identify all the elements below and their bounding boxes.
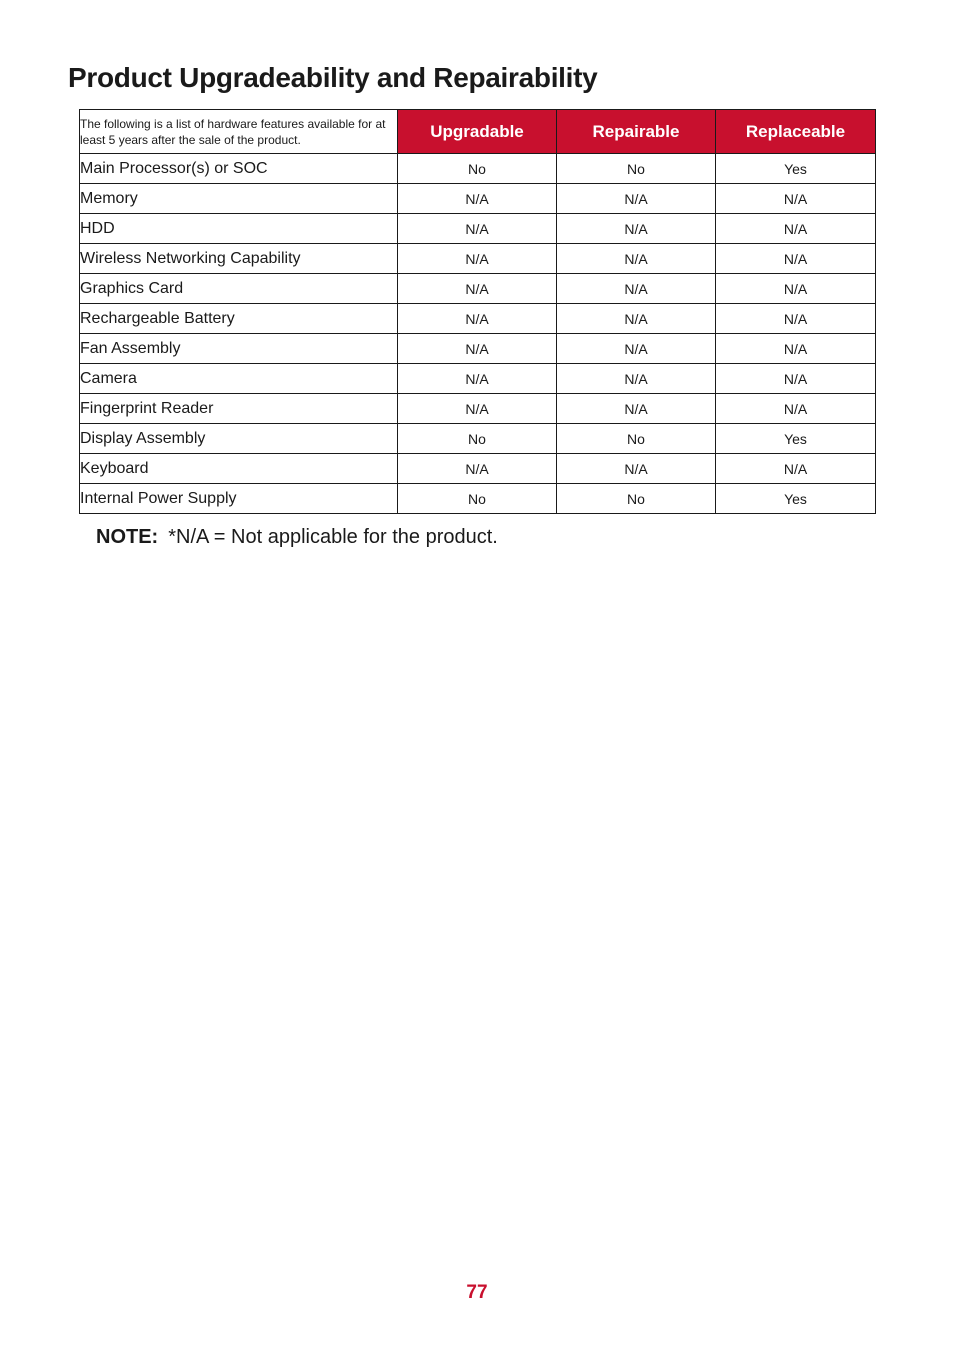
table-row	[80, 184, 876, 214]
upgradable-cell: N/A	[398, 334, 557, 364]
table-row	[80, 364, 876, 394]
feature-cell: Display Assembly	[80, 424, 398, 454]
repairable-cell: N/A	[557, 454, 716, 484]
table-row	[80, 154, 876, 184]
upgradable-cell: N/A	[398, 214, 557, 244]
feature-cell: Camera	[80, 364, 398, 394]
replaceable-cell: N/A	[716, 214, 876, 244]
feature-cell: HDD	[80, 214, 398, 244]
table-row	[80, 394, 876, 424]
repairable-cell: N/A	[557, 364, 716, 394]
replaceable-cell: N/A	[716, 454, 876, 484]
table-row	[80, 484, 876, 514]
table-row	[80, 244, 876, 274]
feature-cell: Graphics Card	[80, 274, 398, 304]
replaceable-cell: Yes	[716, 154, 876, 184]
repairable-cell: No	[557, 154, 716, 184]
upgradable-cell: N/A	[398, 184, 557, 214]
table-body	[80, 154, 876, 514]
repairable-cell: N/A	[557, 274, 716, 304]
feature-cell: Wireless Networking Capability	[80, 244, 398, 274]
note-label: NOTE:	[96, 526, 159, 548]
feature-cell: Rechargeable Battery	[80, 304, 398, 334]
table-row	[80, 334, 876, 364]
feature-cell: Fingerprint Reader	[80, 394, 398, 424]
feature-cell: Memory	[80, 184, 398, 214]
page-title: Product Upgradeability and Repairability	[68, 62, 598, 93]
replaceable-cell: Yes	[716, 424, 876, 454]
column-header-repairable: Repairable	[557, 110, 716, 154]
table-row	[80, 304, 876, 334]
upgradable-cell: N/A	[398, 274, 557, 304]
upgradable-cell: N/A	[398, 364, 557, 394]
repairable-cell: No	[557, 424, 716, 454]
replaceable-cell: N/A	[716, 244, 876, 274]
replaceable-cell: N/A	[716, 334, 876, 364]
feature-cell: Keyboard	[80, 454, 398, 484]
table-row	[80, 454, 876, 484]
footnote	[96, 526, 498, 549]
upgradable-cell: No	[398, 154, 557, 184]
replaceable-cell: N/A	[716, 394, 876, 424]
upgradable-cell: N/A	[398, 244, 557, 274]
replaceable-cell: N/A	[716, 364, 876, 394]
replaceable-cell: Yes	[716, 484, 876, 514]
repairable-cell: N/A	[557, 244, 716, 274]
repairability-table	[79, 109, 876, 514]
repairable-cell: N/A	[557, 184, 716, 214]
column-header-upgradable: Upgradable	[398, 110, 557, 154]
upgradable-cell: N/A	[398, 394, 557, 424]
upgradable-cell: No	[398, 484, 557, 514]
upgradable-cell: N/A	[398, 454, 557, 484]
repairable-cell: No	[557, 484, 716, 514]
table-row	[80, 274, 876, 304]
column-header-replaceable: Replaceable	[716, 110, 876, 154]
upgradable-cell: N/A	[398, 304, 557, 334]
page-number: 77	[466, 1282, 488, 1303]
repairable-cell: N/A	[557, 394, 716, 424]
table-header-row	[80, 110, 876, 154]
upgradable-cell: No	[398, 424, 557, 454]
table-intro-text: The following is a list of hardware features available for at least 5 years after the sale of the product.	[80, 110, 398, 154]
replaceable-cell: N/A	[716, 184, 876, 214]
feature-cell: Main Processor(s) or SOC	[80, 154, 398, 184]
repairable-cell: N/A	[557, 214, 716, 244]
repairable-cell: N/A	[557, 304, 716, 334]
replaceable-cell: N/A	[716, 304, 876, 334]
table-row	[80, 214, 876, 244]
note-text: *N/A = Not applicable for the product.	[168, 526, 498, 548]
replaceable-cell: N/A	[716, 274, 876, 304]
repairable-cell: N/A	[557, 334, 716, 364]
feature-cell: Fan Assembly	[80, 334, 398, 364]
table-row	[80, 424, 876, 454]
feature-cell: Internal Power Supply	[80, 484, 398, 514]
